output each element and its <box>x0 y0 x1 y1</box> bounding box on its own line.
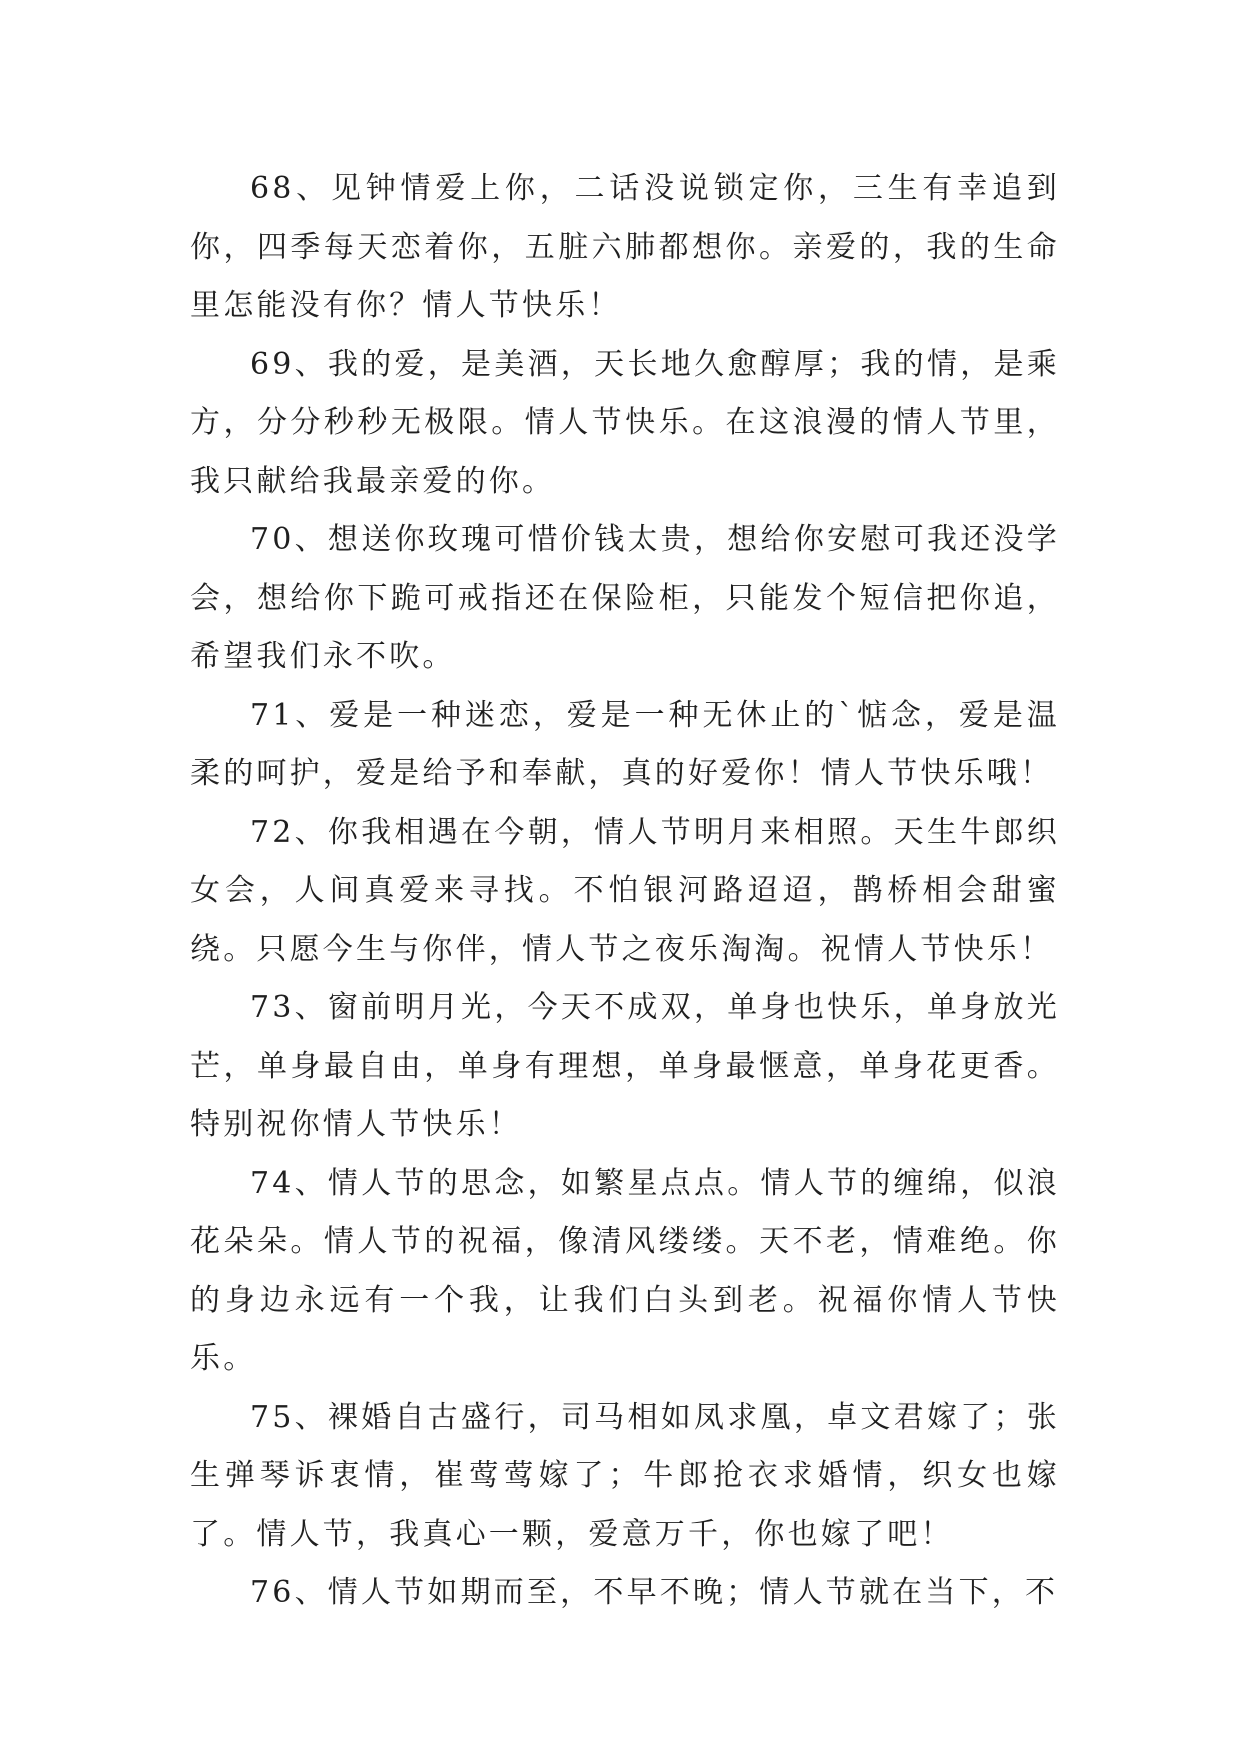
paragraph-76: 76、情人节如期而至，不早不晚；情人节就在当下，不 <box>250 1575 1059 1610</box>
document-body <box>190 160 1060 1623</box>
paragraph-70: 70、想送你玫瑰可惜价钱太贵，想给你安慰可我还没学会，想给你下跪可戒指还在保险柜，只能发个短信把你追，希望我们永不吹。 <box>190 522 1060 674</box>
paragraph-72: 72、你我相遇在今朝，情人节明月来相照。天生牛郎织女会，人间真爱来寻找。不怕银河路迢迢，鹊桥相会甜蜜绕。只愿今生与你伴，情人节之夜乐淘淘。祝情人节快乐！ <box>190 814 1060 967</box>
paragraph-73: 73、窗前明月光，今天不成双，单身也快乐，单身放光芒，单身最自由，单身有理想，单身最惬意，单身花更香。特别祝你情人节快乐！ <box>190 990 1060 1142</box>
paragraph-71: 71、爱是一种迷恋，爱是一种无休止的`惦念，爱是温柔的呵护，爱是给予和奉献，真的好爱你！情人节快乐哦！ <box>190 697 1060 791</box>
paragraph-75: 75、裸婚自古盛行，司马相如凤求凰，卓文君嫁了；张生弹琴诉衷情，崔莺莺嫁了；牛郎抢衣求婚情，织女也嫁了。情人节，我真心一颗，爱意万千，你也嫁了吧！ <box>190 1399 1060 1552</box>
paragraph-68: 68、见钟情爱上你，二话没说锁定你，三生有幸追到你，四季每天恋着你，五脏六肺都想你。亲爱的，我的生命里怎能没有你？情人节快乐！ <box>190 171 1060 323</box>
paragraph-69: 69、我的爱，是美酒，天长地久愈醇厚；我的情，是乘方，分分秒秒无极限。情人节快乐。在这浪漫的情人节里，我只献给我最亲爱的你。 <box>190 346 1060 499</box>
paragraph-74: 74、情人节的思念，如繁星点点。情人节的缠绵，似浪花朵朵。情人节的祝福，像清风缕缕。天不老，情难绝。你的身边永远有一个我，让我们白头到老。祝福你情人节快乐。 <box>190 1165 1060 1376</box>
